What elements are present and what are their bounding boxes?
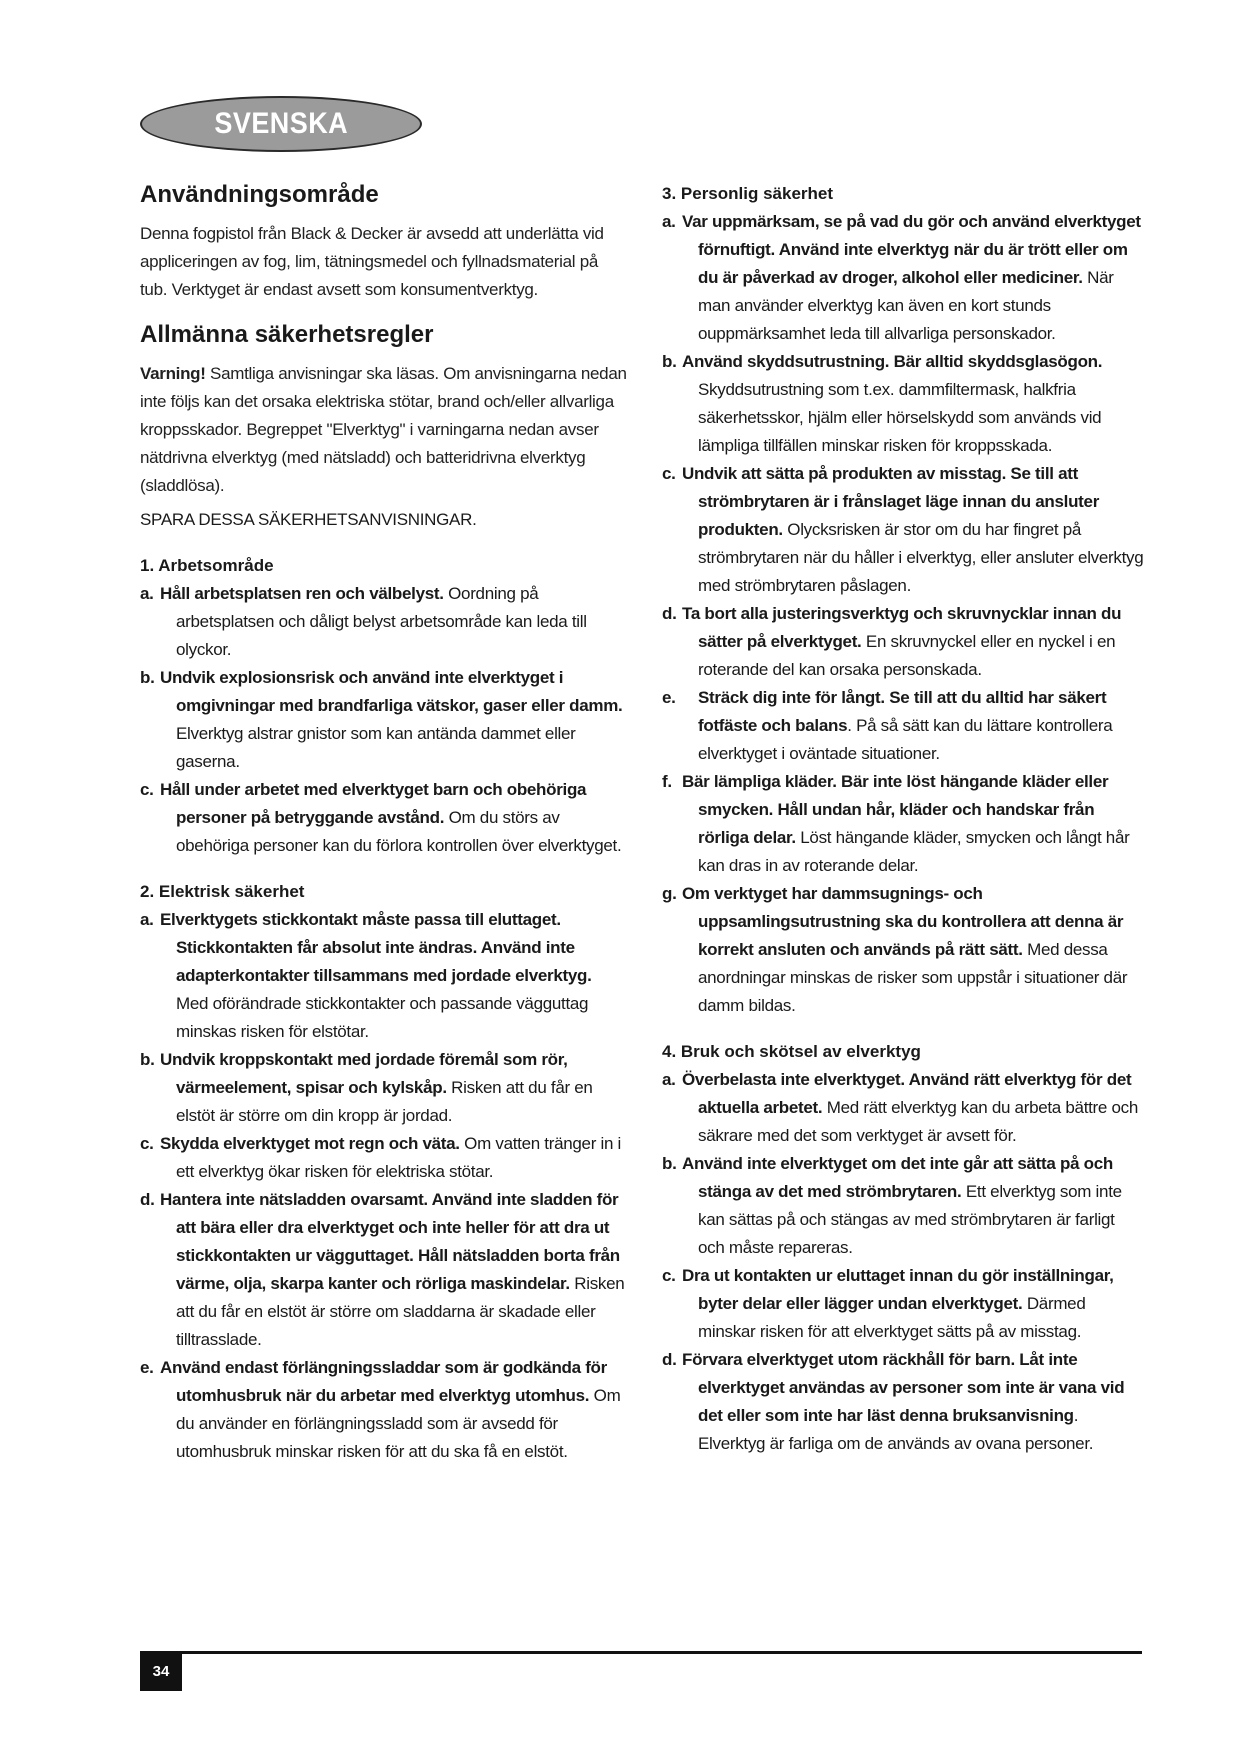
list-item: b. Undvik kroppskontakt med jordade föremål som rör, värmeelement, spisar och kylskåp. Risken att du får en elstöt är större om din kropp är jordad. bbox=[140, 1050, 593, 1125]
save-instructions: SPARA DESSA SÄKERHETSANVISNINGAR. bbox=[140, 510, 477, 529]
list-item: b. Undvik explosionsrisk och använd inte elverktyget i omgivningar med brandfarliga vätskor, gaser eller damm. Elverktyg alstrar gnistor som kan antända dammet eller gaserna. bbox=[140, 668, 623, 771]
section-1-title: 1. Arbetsområde bbox=[140, 556, 274, 575]
section-3-title: 3. Personlig säkerhet bbox=[662, 184, 834, 203]
warning-label: Varning! bbox=[140, 364, 206, 383]
list-item: d. Ta bort alla justeringsverktyg och skruvnycklar innan du sätter på elverktyget. En skruvnyckel eller en nyckel i en roterande del kan orsaka personskada. bbox=[662, 604, 1122, 679]
section-4-title: 4. Bruk och skötsel av elverktyg bbox=[662, 1042, 921, 1061]
list-item: c. Undvik att sätta på produkten av misstag. Se till att strömbrytaren är i frånslaget läge innan du ansluter produkten. Olycksrisken är stor om du har fingret på strömbrytaren när du håller i elverktyg, eller ansluter elverktyg med strömbrytaren påslagen. bbox=[662, 464, 1144, 595]
page-number: 34 bbox=[140, 1651, 182, 1691]
list-item: c. Håll under arbetet med elverktyget barn och obehöriga personer på betryggande avstånd. Om du störs av obehöriga personer kan du förlora kontrollen över elverktyget. bbox=[140, 780, 622, 855]
list-item: a. Överbelasta inte elverktyget. Använd rätt elverktyg för det aktuella arbetet. Med rätt elverktyg kan du arbeta bättre och säkrare med det som verktyget är avsett för. bbox=[662, 1070, 1138, 1145]
list-item: b. Använd skyddsutrustning. Bär alltid skyddsglasögon. Skyddsutrustning som t.ex. dammfiltermask, halkfria säkerhetsskor, hjälm eller hörselskydd som används vid lämpliga tillfällen minskar risken för kroppsskada. bbox=[662, 352, 1103, 455]
list-item: a. Elverktygets stickkontakt måste passa till eluttaget. Stickkontakten får absolut inte ändras. Använd inte adapterkontakter tillsammans med jordade elverktyg. Med oförändrade stickkontakter och passande vägguttag minskas risken för elstötar. bbox=[140, 910, 592, 1041]
list-item: a. Håll arbetsplatsen ren och välbelyst. Oordning på arbetsplatsen och dåligt belyst arbetsområde kan leda till olyckor. bbox=[140, 584, 587, 659]
use-heading: Användningsområde bbox=[140, 181, 379, 208]
section-2-title: 2. Elektrisk säkerhet bbox=[140, 882, 305, 901]
list-item: d. Hantera inte nätsladden ovarsamt. Använd inte sladden för att bära eller dra elverktyget och inte heller för att dra ut stickkontakten ur vägguttaget. Håll nätsladden borta från värme, olja, skarpa kanter och rörliga maskindelar. Risken att du får en elstöt är större om sladdarna är skadade eller tilltrasslade. bbox=[140, 1190, 625, 1349]
warning-text: Samtliga anvisningar ska läsas. Om anvisningarna nedan inte följs kan det orsaka elektriska stötar, brand och/eller allvarliga kroppsskador. Begreppet "Elverktyg" i varningarna nedan avser nätdrivna elverktyg (med nätsladd) och batteridrivna elverktyg (sladdlösa). bbox=[140, 364, 627, 495]
right-column bbox=[662, 180, 1144, 1458]
list-item: d. Förvara elverktyget utom räckhåll för barn. Låt inte elverktyget användas av personer som inte är vana vid det eller som inte har läst denna bruksanvisning. Elverktyg är farliga om de används av ovana personer. bbox=[662, 1350, 1125, 1453]
list-item: c. Dra ut kontakten ur eluttaget innan du gör inställningar, byter delar eller lägger undan elverktyget. Därmed minskar risken för att elverktyget sätts på av misstag. bbox=[662, 1266, 1114, 1341]
use-text: Denna fogpistol från Black & Decker är avsedd att underlätta vid appliceringen av fog, lim, tätningsmedel och fyllnadsmaterial på tub. Verktyget är endast avsett som konsumentverktyg. bbox=[140, 224, 604, 299]
list-item: a. Var uppmärksam, se på vad du gör och använd elverktyget förnuftigt. Använd inte elverktyg när du är trött eller om du är påverkad av droger, alkohol eller mediciner. När man använder elverktyg kan även en kort stunds ouppmärksamhet leda till allvarliga personskador. bbox=[662, 212, 1141, 343]
safety-heading: Allmänna säkerhetsregler bbox=[140, 321, 434, 348]
list-item: f. Bär lämpliga kläder. Bär inte löst hängande kläder eller smycken. Håll undan hår, kläder och handskar från rörliga delar. Löst hängande kläder, smycken och långt hår kan dras in av roterande delar. bbox=[662, 772, 1130, 875]
language-badge bbox=[140, 96, 422, 152]
language-badge-label: SVENSKA bbox=[214, 107, 348, 140]
list-item: e. Sträck dig inte för långt. Se till att du alltid har säkert fotfäste och balans. På så sätt kan du lättare kontrollera elverktyget i oväntade situationer. bbox=[662, 688, 1113, 763]
list-item: b. Använd inte elverktyget om det inte går att sätta på och stänga av det med strömbrytaren. Ett elverktyg som inte kan sättas på och stängas av med strömbrytaren är farligt och måste repareras. bbox=[662, 1154, 1122, 1257]
left-column bbox=[140, 180, 628, 1466]
list-item: c. Skydda elverktyget mot regn och väta. Om vatten tränger in i ett elverktyg ökar risken för elektriska stötar. bbox=[140, 1134, 622, 1181]
footer-rule bbox=[140, 1651, 1142, 1654]
list-item: e. Använd endast förlängningssladdar som är godkända för utomhusbruk när du arbetar med elverktyg utomhus. Om du använder en förlängningssladd som är avsedd för utomhusbruk minskar risken för att du ska få en elstöt. bbox=[140, 1358, 621, 1461]
warning-paragraph bbox=[140, 360, 628, 500]
list-item: g. Om verktyget har dammsugnings- och uppsamlingsutrustning ska du kontrollera att denna är korrekt ansluten och används på rätt sätt. Med dessa anordningar minskas de risker som uppstår i situationer där damm bildas. bbox=[662, 884, 1128, 1015]
